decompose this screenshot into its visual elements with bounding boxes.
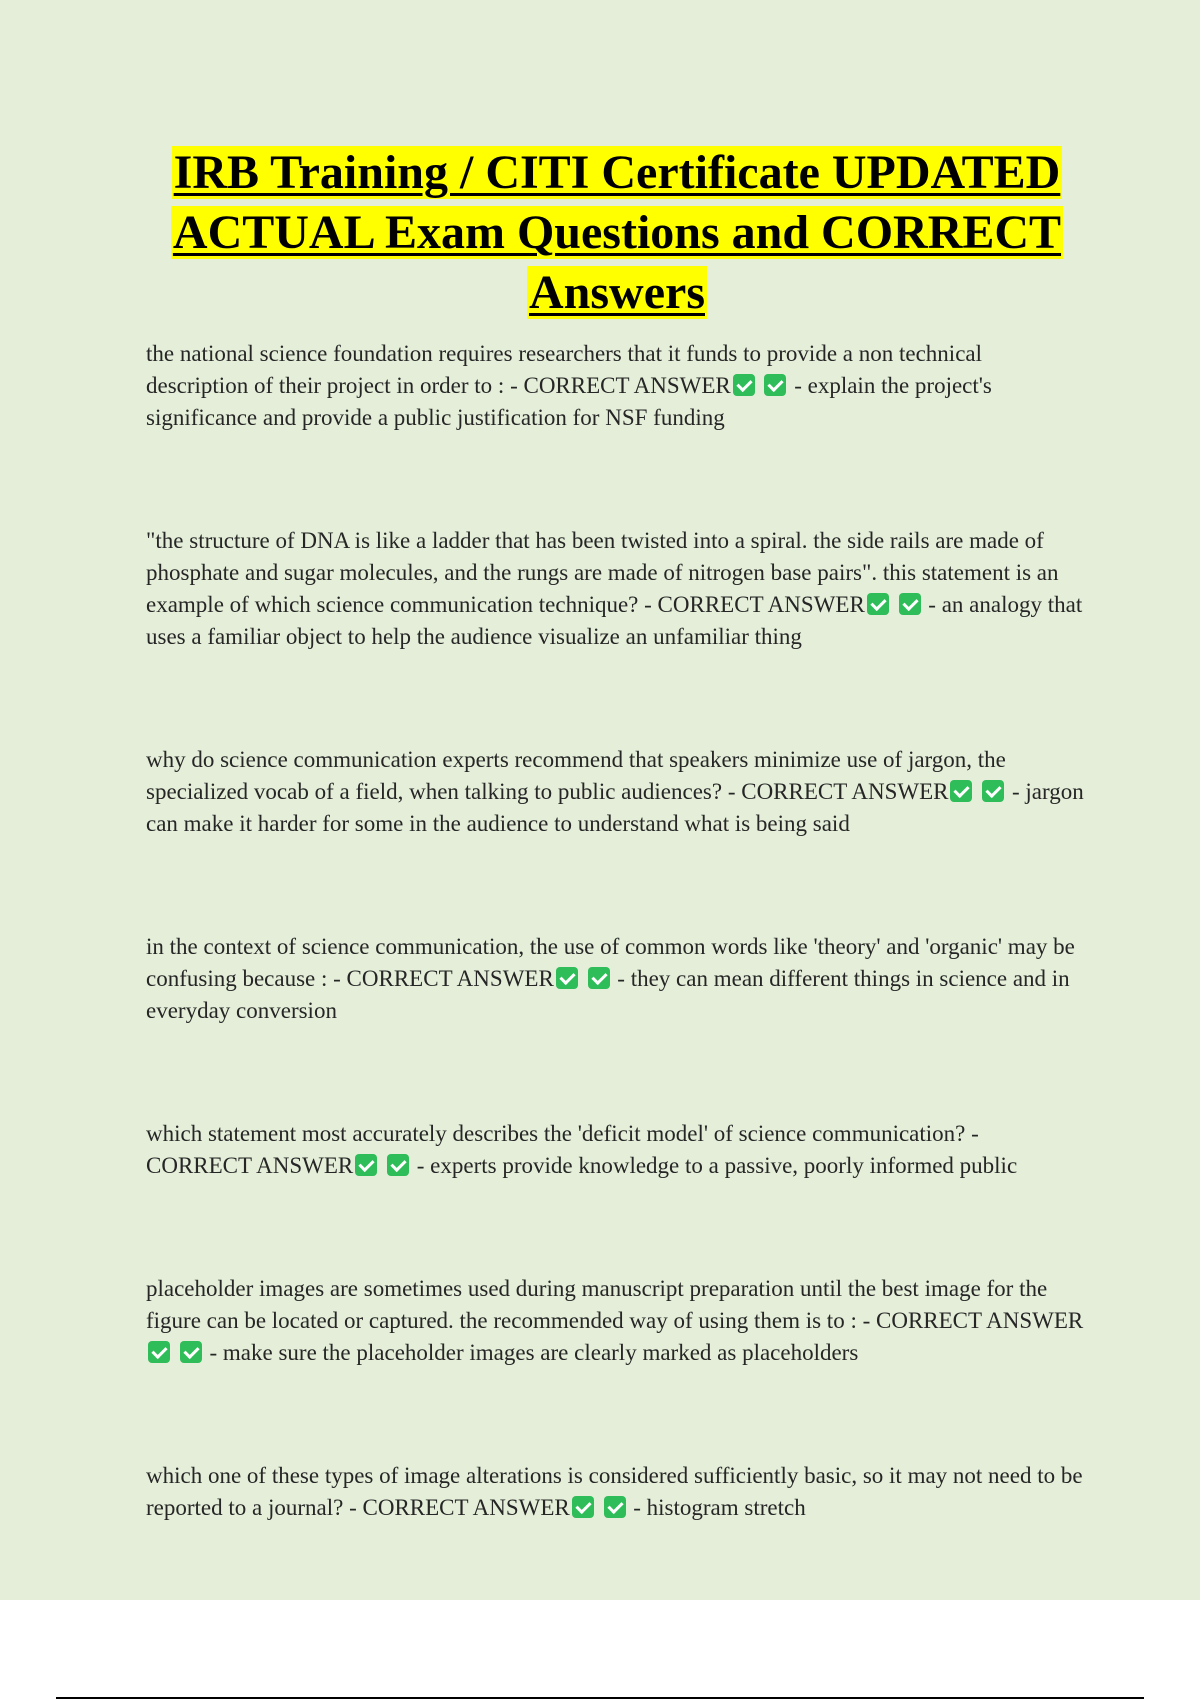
qa-item-7 [146,1460,1086,1524]
answer-text: - jargon can make it harder for some in the audience to understand what is being said [146,779,1084,836]
qa-item-1 [146,338,1086,434]
check-mark-icon [899,593,921,615]
qa-item-2 [146,525,1086,653]
check-mark-icon [867,593,889,615]
check-mark-icon [950,780,972,802]
check-mark-icon [387,1154,409,1176]
question-text: which one of these types of image alterations is considered sufficiently basic, so it may not need to be reported to a journal? [146,1463,1083,1520]
correct-answer-label: - CORRECT ANSWER [333,966,554,991]
answer-text: - make sure the placeholder images are clearly marked as placeholders [209,1340,859,1365]
answer-text: - they can mean different things in science and in everyday conversion [146,966,1070,1023]
title-line-1: IRB Training / CITI Certificate UPDATED [173,146,1061,199]
question-text: why do science communication experts recommend that speakers minimize use of jargon, the specialized vocab of a field, when talking to public audiences? [146,747,1006,804]
check-mark-icon [556,967,578,989]
answer-text: - explain the project's significance and provide a public justification for NSF funding [146,373,992,430]
qa-item-3 [146,744,1086,840]
qa-item-6 [146,1273,1086,1369]
qa-item-5 [146,1118,1086,1182]
correct-answer-label: - CORRECT ANSWER [644,592,865,617]
check-mark-icon [604,1496,626,1518]
correct-answer-label: - CORRECT ANSWER [727,779,949,804]
question-text: in the context of science communication, the use of common words like 'theory' and 'organic' may be confusing because : [146,934,1075,991]
question-text: the national science foundation requires researchers that it funds to provide a non technical description of their project in order to : [146,341,982,398]
document-title [120,143,1114,323]
check-mark-icon [148,1341,170,1363]
question-text: "the structure of DNA is like a ladder that has been twisted into a spiral. the side rails are made of phosphate and sugar molecules, and the rungs are made of nitrogen base pairs". this statement is an example of which science communication technique? [146,528,1059,617]
check-mark-icon [733,374,755,396]
question-text: placeholder images are sometimes used during manuscript preparation until the best image for the figure can be located or captured. the recommended way of using them is to : [146,1276,1048,1333]
check-mark-icon [588,967,610,989]
check-mark-icon [982,780,1004,802]
answer-text: - histogram stretch [633,1495,806,1520]
qa-item-4 [146,931,1086,1027]
check-mark-icon [764,374,786,396]
question-text: which statement most accurately describes the 'deficit model' of science communication? [146,1121,966,1146]
check-mark-icon [355,1154,377,1176]
correct-answer-label: - CORRECT ANSWER [146,1121,979,1178]
check-mark-icon [572,1496,594,1518]
answer-text: - experts provide knowledge to a passive, poorly informed public [416,1153,1018,1178]
correct-answer-label: - CORRECT ANSWER [862,1308,1084,1333]
title-line-3: Answers [529,266,705,319]
answer-text: - an analogy that uses a familiar object to help the audience visualize an unfamiliar thing [146,592,1083,649]
correct-answer-label: - CORRECT ANSWER [349,1495,570,1520]
check-mark-icon [180,1341,202,1363]
title-line-2: ACTUAL Exam Questions and CORRECT [172,206,1062,259]
correct-answer-label: - CORRECT ANSWER [510,373,731,398]
footer-divider [56,1697,1144,1699]
qa-list [146,338,1086,1615]
